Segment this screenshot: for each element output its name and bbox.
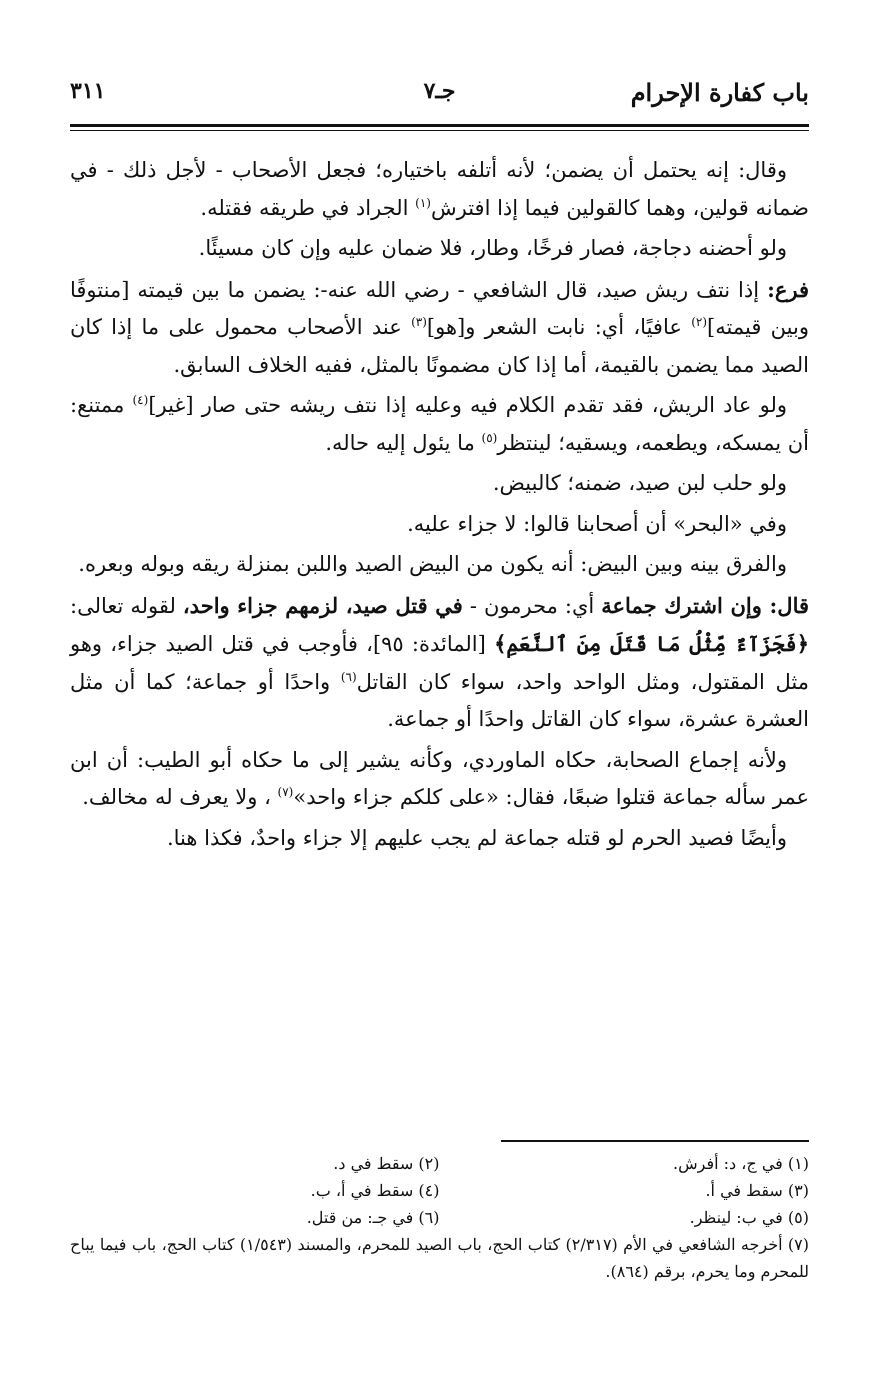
header-rule-thin xyxy=(70,130,809,131)
matn-text: قال: وإن اشترك جماعة xyxy=(601,592,810,618)
paragraph-text: ولو عاد الريش، فقد تقدم الكلام فيه وعليه إذا نتف ريشه حتى صار [غير] xyxy=(148,393,787,417)
footnote-marker: (٥) xyxy=(481,430,498,445)
footnote-marker: (١) xyxy=(415,195,431,210)
footnote-1: (١) في ج، د: أفرش. xyxy=(673,1154,809,1173)
footnote-4: (٤) سقط في أ، ب. xyxy=(310,1181,440,1200)
footnote-separator xyxy=(501,1140,809,1142)
footnote-row xyxy=(70,1177,809,1204)
paragraph-text: عند الأصحاب محمول على ما إذا كان الصيد مما يضمن بالقيمة، أما إذا كان مضمونًا بالمثل، ففيه الخلاف السابق. xyxy=(70,315,809,377)
page-header xyxy=(70,78,809,118)
paragraph-6: وفي «البحر» أن أصحابنا قالوا: لا جزاء عليه. xyxy=(407,511,787,536)
footnote-marker: (٧) xyxy=(277,785,294,799)
paragraph-text: واحدًا أو جماعة؛ كما أن مثل العشرة عشرة، سواء كان القاتل واحدًا أو جماعة. xyxy=(70,669,809,731)
paragraph-text: عافيًا، أي: نابت الشعر و[هو] xyxy=(426,315,692,339)
matn-text: في قتل صيد، لزمهم جزاء واحد، xyxy=(182,592,463,618)
main-text xyxy=(70,152,809,857)
paragraph-text: وقال: إنه يحتمل أن يضمن؛ لأنه أتلفه باختياره؛ فجعل الأصحاب - لأجل ذلك - في ضمانه قولين، وهما كالقولين فيما إذا افترش xyxy=(70,158,809,220)
paragraph-text: ، ولا يعرف له مخالف. xyxy=(82,785,278,809)
paragraph-9 xyxy=(70,742,809,817)
paragraph-5: ولو حلب لبن صيد، ضمنه؛ كالبيض. xyxy=(492,471,787,495)
footnote-marker: (٦) xyxy=(340,669,357,684)
paragraph-text: أي: محرمون - xyxy=(462,593,602,618)
paragraph-8 xyxy=(70,587,809,739)
paragraph-2: ولو أحضنه دجاجة، فصار فرخًا، وطار، فلا ضمان عليه وإن كان مسيئًا. xyxy=(198,236,787,260)
paragraph-text: ما يئول إليه حاله. xyxy=(325,430,482,455)
paragraph-text: ممتنع: أن يمسكه، ويطعمه، ويسقيه؛ لينتظر xyxy=(70,393,809,455)
footnote-marker: (٣) xyxy=(411,315,427,329)
footnote-row xyxy=(70,1204,809,1231)
paragraph-4 xyxy=(70,387,809,462)
paragraph-10: وأيضًا فصيد الحرم لو قتله جماعة لم يجب عليهم إلا جزاء واحدٌ، فكذا هنا. xyxy=(166,825,787,850)
paragraph-text: ولأنه إجماع الصحابة، حكاه الماوردي، وكأنه يشير إلى ما حكاه أبو الطيب: أن ابن عمر سأله جماعة قتلوا ضبعًا، فقال: «على كلكم جزاء واحد» xyxy=(70,747,809,809)
section-label: فرع: xyxy=(767,276,809,302)
footnote-6: (٦) في جـ: من قتل. xyxy=(306,1208,440,1227)
page-number: ٣١١ xyxy=(70,78,106,104)
header-rule-thick xyxy=(70,124,809,127)
paragraph-1 xyxy=(70,152,809,227)
footnotes xyxy=(70,1150,809,1285)
paragraph-text: إذا نتف ريش صيد، قال الشافعي - رضي الله عنه-: يضمن ما بين قيمته [منتوفًا وبين قيمته] xyxy=(70,277,809,339)
volume-label: جـ٧ xyxy=(423,78,456,104)
paragraph-text: لقوله تعالى: xyxy=(70,593,183,618)
paragraph-7: والفرق بينه وبين البيض: أنه يكون من البيض الصيد واللبن بمنزلة ريقه وبوله وبعره. xyxy=(78,552,787,576)
footnote-3: (٣) سقط في أ. xyxy=(705,1181,809,1200)
paragraph-3 xyxy=(70,271,809,385)
paragraph-text: الجراد في طريقه فقتله. xyxy=(200,195,416,220)
footnote-marker: (٤) xyxy=(132,393,149,407)
footnote-5: (٥) في ب: لينظر. xyxy=(689,1208,809,1227)
footnote-2: (٢) سقط في د. xyxy=(333,1154,440,1173)
footnote-marker: (٢) xyxy=(691,315,708,329)
quran-verse: ﴿فَجَزَآءٌ مِّثْلُ مَا قَتَلَ مِنَ ٱلنَّعَمِ﴾ xyxy=(494,631,809,656)
footnote-7: (٧) أخرجه الشافعي في الأم (٢/٣١٧) كتاب الحج، باب الصيد للمحرم، والمسند (١/٥٤٣) كتاب الحج، باب فيما يباح للمحرم وما يحرم، برقم (٨٦٤). xyxy=(70,1235,810,1281)
footnote-row xyxy=(70,1150,809,1177)
paragraph-text: [المائدة: ٩٥]، فأوجب في قتل الصيد جزاء، وهو مثل المقتول، ومثل الواحد واحد، سواء كان القاتل xyxy=(70,632,810,694)
chapter-title: باب كفارة الإحرام xyxy=(630,78,809,107)
